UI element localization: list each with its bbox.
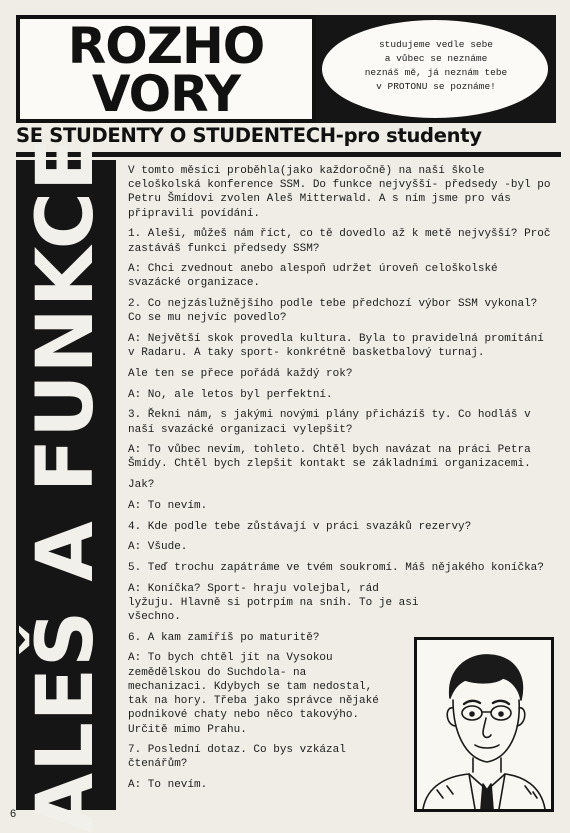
answer-5: A: Koníčka? Sport- hraju volejbal, rád lyžuju. Hlavně si potrpím na sníh. To je asi všechno. [128,582,419,624]
slogan-line-2: a vůbec se neznáme [384,53,488,64]
answer-3: A: To vůbec nevím, tohleto. Chtěl bych navázat na práci Petra Šmídy. Chtěl bych zlepšit kontakt se základními organizacemi. [128,444,531,471]
question-6: 6. A kam zamíříš po maturitě? [128,631,320,644]
question-1: 1. Aleši, můžeš nám říct, co tě dovedlo až k metě nejvyšší? Proč zastáváš funkci předsedy SSM? [128,228,551,255]
question-7: 7. Poslední dotaz. Co bys vzkázal čtenářům? [128,744,346,771]
article-intro: V tomto měsíci proběhla(jako každoročně) na naší škole celoškolská konference SSM. Do funkce nejvyšší- předsedy -byl po Petru Šmídovi zvolen Aleš Mitterwald. A s ním jsme pro vás připravili povídání. [128,165,551,220]
title-line-2: VORY [91,65,241,123]
slogan-line-4: v PROTONU se poznáme! [376,81,496,92]
answer-3-followup: A: To nevím. [128,499,208,512]
answer-7: A: To nevím. [128,779,208,792]
answer-6: A: To bych chtěl jít na Vysokou zemědělskou do Suchdola- na mechanizaci. Kdybych se tam nedostal, tak na hory. Třeba jako správce nějaké podnikové chaty nebo něco takovýho. Určitě mimo Prahu. [128,652,379,736]
answer-2-followup: A: No, ale letos byl perfektní. [128,388,333,401]
answer-4: A: Všude. [128,541,188,554]
answer-2: A: Největší skok provedla kultura. Byla to pravidelná promítání v Radaru. A taky sport- konkrétně basketbalový turnaj. [128,333,544,360]
answer-1: A: Chci zvednout anebo alespoň udržet úroveň celoškolské svazácké organizace. [128,263,498,290]
portrait-illustration [414,637,554,812]
question-2: 2. Co nejzáslužnějšího podle tebe předchozí výbor SSM vykonal? Co se mu nejvíc povedlo? [128,298,538,325]
portrait-drawing [417,640,551,809]
page-number: 6 [10,808,17,820]
question-2-followup: Ale ten se přece pořádá každý rok? [128,367,353,380]
slogan-line-3: neznáš mě, já neznám tebe [364,67,508,78]
question-5: 5. Teď trochu zapátráme ve tvém soukromí. Máš nějakého koníčka? [128,561,544,574]
question-3: 3. Řekni nám, s jakými novými plány přicházíš ty. Co hodláš v naší svazácké organizaci vylepšit? [128,409,531,436]
question-3-followup: Jak? [128,479,155,492]
section-subtitle: SE STUDENTY O STUDENTECH-pro studenty [16,124,482,147]
slogan-text [330,38,542,94]
vertical-title: ALEŠ A FUNKCE [21,136,111,833]
question-4: 4. Kde podle tebe zůstávají v práci svazáků rezervy? [128,520,472,533]
magazine-title-box [16,15,316,123]
slogan-line-1: studujeme vedle sebe [378,39,494,50]
title-line-1: ROZHO [67,17,265,75]
